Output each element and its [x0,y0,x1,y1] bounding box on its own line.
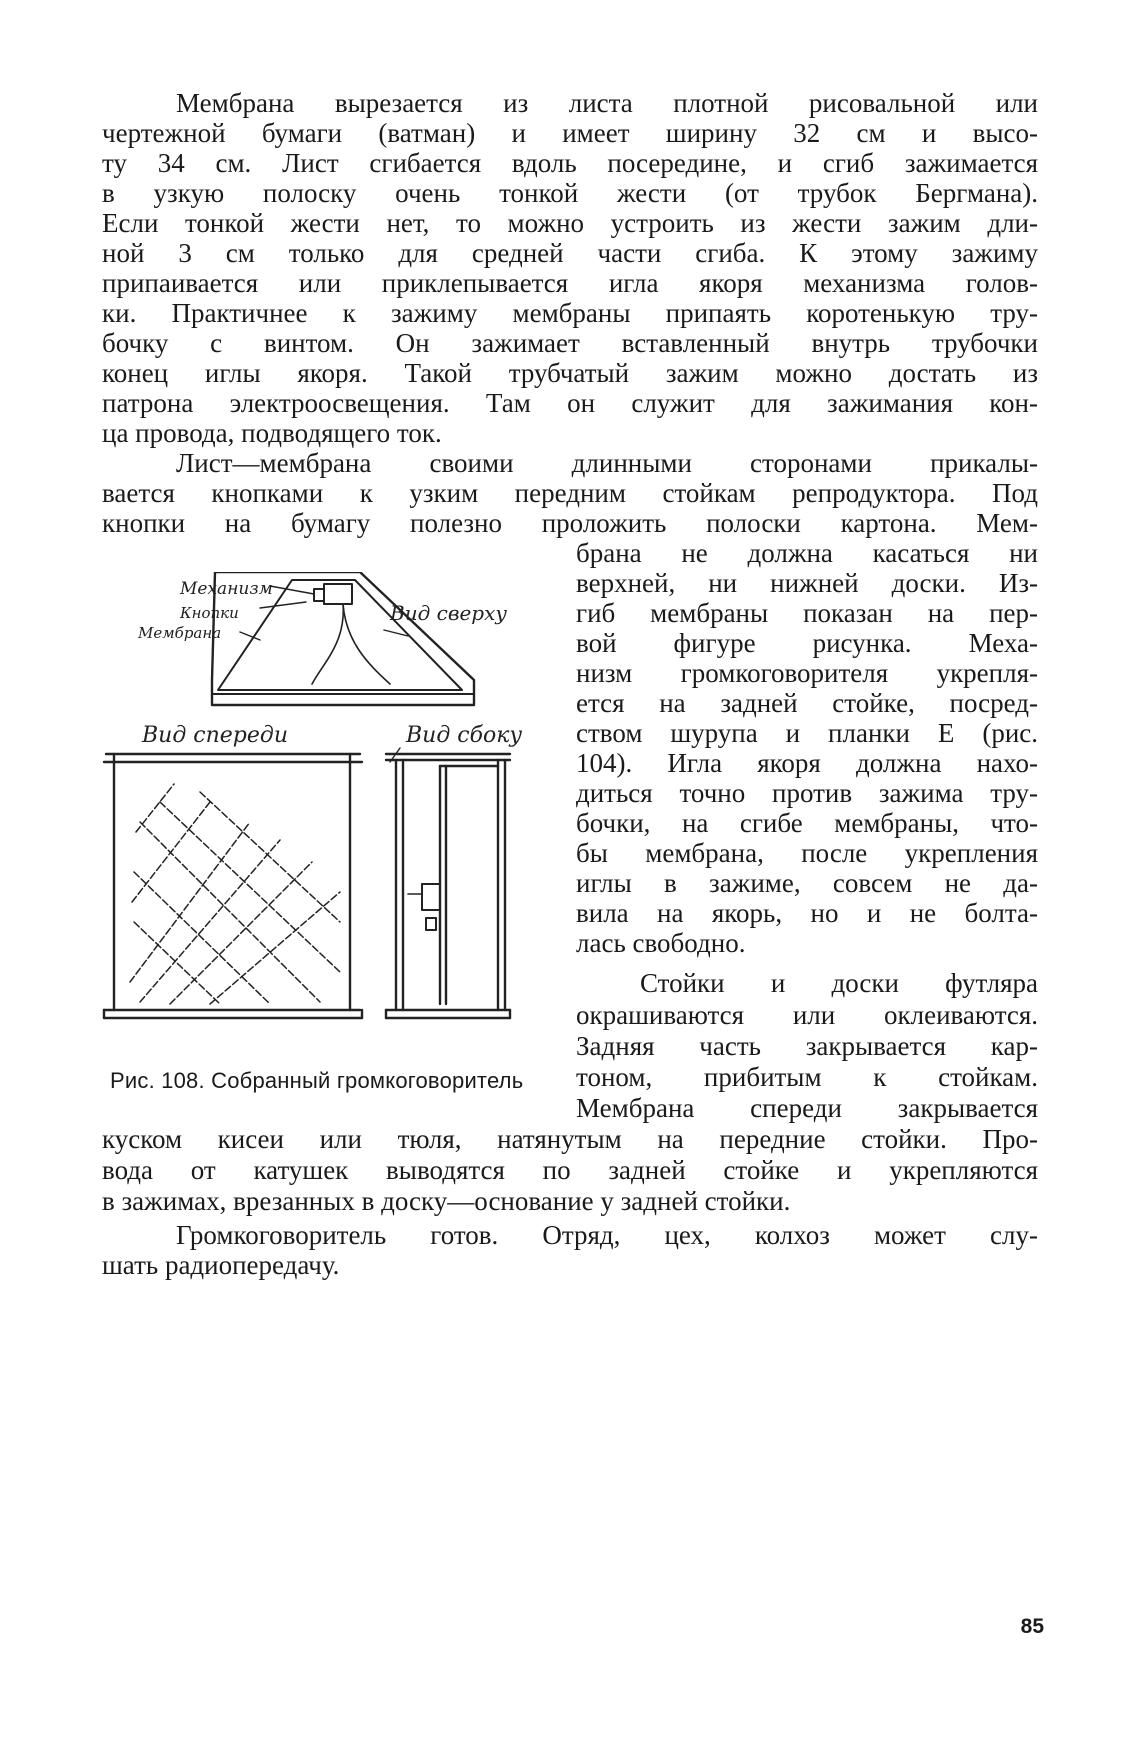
text-line: ством шурупа и планки Е (рис. [576,718,1038,748]
label-side-view: Вид сбоку [406,723,523,748]
text-line: ной 3 см только для средней части сгиба. К этому зажиму [102,238,1038,268]
text-line: патрона электроосвещения. Там он служит для зажимания кон- [102,388,1038,418]
text-line: куском кисеи или тюля, натянутым на передние стойки. Про- [102,1124,1038,1154]
label-front-view: Вид спереди [142,723,288,748]
text-line: в узкую полоску очень тонкой жести (от трубок Бергмана). [102,178,1038,208]
text-line: вода от катушек выводятся по задней стойке и укрепляются [102,1155,1038,1185]
text-line: вила на якорь, но и не болта- [576,898,1038,928]
text-line: ки. Практичнее к зажиму мембраны припаять коротенькую тру- [102,298,1038,328]
text-line: ется на задней стойке, посред- [576,688,1038,718]
figure-caption: Рис. 108. Собранный громкоговоритель [110,1068,524,1093]
text-line: вой фигуре рисунка. Меха- [576,628,1038,658]
text-line: гиб мембраны показан на пер- [576,598,1038,628]
text-line: окрашиваются или оклеиваются. [576,1000,1038,1030]
label-button: Кнопки [180,604,239,622]
text-line: брана не должна касаться ни [576,538,1038,568]
page-number: 85 [1020,1615,1044,1638]
text-line: Задняя часть закрывается кар- [576,1031,1038,1061]
text-line: шать радиопередачу. [102,1250,340,1280]
text-line: диться точно против зажима тру- [576,778,1038,808]
text-line: кнопки на бумагу полезно проложить полоски картона. Мем- [102,508,1038,538]
speaker-drawing [100,572,568,1042]
text-line: припаивается или приклепывается игла якоря механизма голов- [102,268,1038,298]
front-view [104,754,362,1018]
mechanism-box [324,584,352,604]
text-line: иглы в зажиме, совсем не да- [576,868,1038,898]
text-line: бочку с винтом. Он зажимает вставленный внутрь трубочки [102,328,1038,358]
text-line: Громкоговоритель готов. Отряд, цех, колхоз может слу- [176,1220,1038,1250]
text-line: Мембрана вырезается из листа плотной рисовальной или [176,88,1038,118]
text-line: бы мембрана, после укрепления [576,838,1038,868]
label-top-view: Вид сверху [390,601,507,625]
text-line: тоном, прибитым к стойкам. [576,1062,1038,1092]
text-line: низм громкоговорителя укрепля- [576,658,1038,688]
text-line: ту 34 см. Лист сгибается вдоль посередине, и сгиб зажимается [102,148,1038,178]
text-line: ца провода, подводящего ток. [102,418,442,448]
text-line: Стойки и доски футляра [640,968,1038,998]
side-view [386,748,510,1018]
text-line: конец иглы якоря. Такой трубчатый зажим можно достать из [102,358,1038,388]
text-line: Если тонкой жести нет, то можно устроить из жести зажим дли- [102,208,1038,238]
label-mechanism: Механизм [180,579,273,599]
text-line: Лист—мембрана своими длинными сторонами прикалы- [176,448,1038,478]
text-line: в зажимах, врезанных в доску—основание у задней стойки. [102,1186,791,1216]
label-membrane: Мембрана [138,624,222,642]
text-line: бочки, на сгибе мембраны, что- [576,808,1038,838]
text-line: 104). Игла якоря должна нахо- [576,748,1038,778]
text-line: чертежной бумаги (ватман) и имеет ширину 32 см и высо- [102,118,1038,148]
side-mechanism [422,884,440,910]
text-line: вается кнопками к узким передним стойкам репродуктора. Под [102,478,1038,508]
text-line: верхней, ни нижней доски. Из- [576,568,1038,598]
text-line: лась свободно. [576,928,746,958]
text-line: Мембрана спереди закрывается [576,1093,1038,1123]
speaker-figure [100,572,568,1042]
